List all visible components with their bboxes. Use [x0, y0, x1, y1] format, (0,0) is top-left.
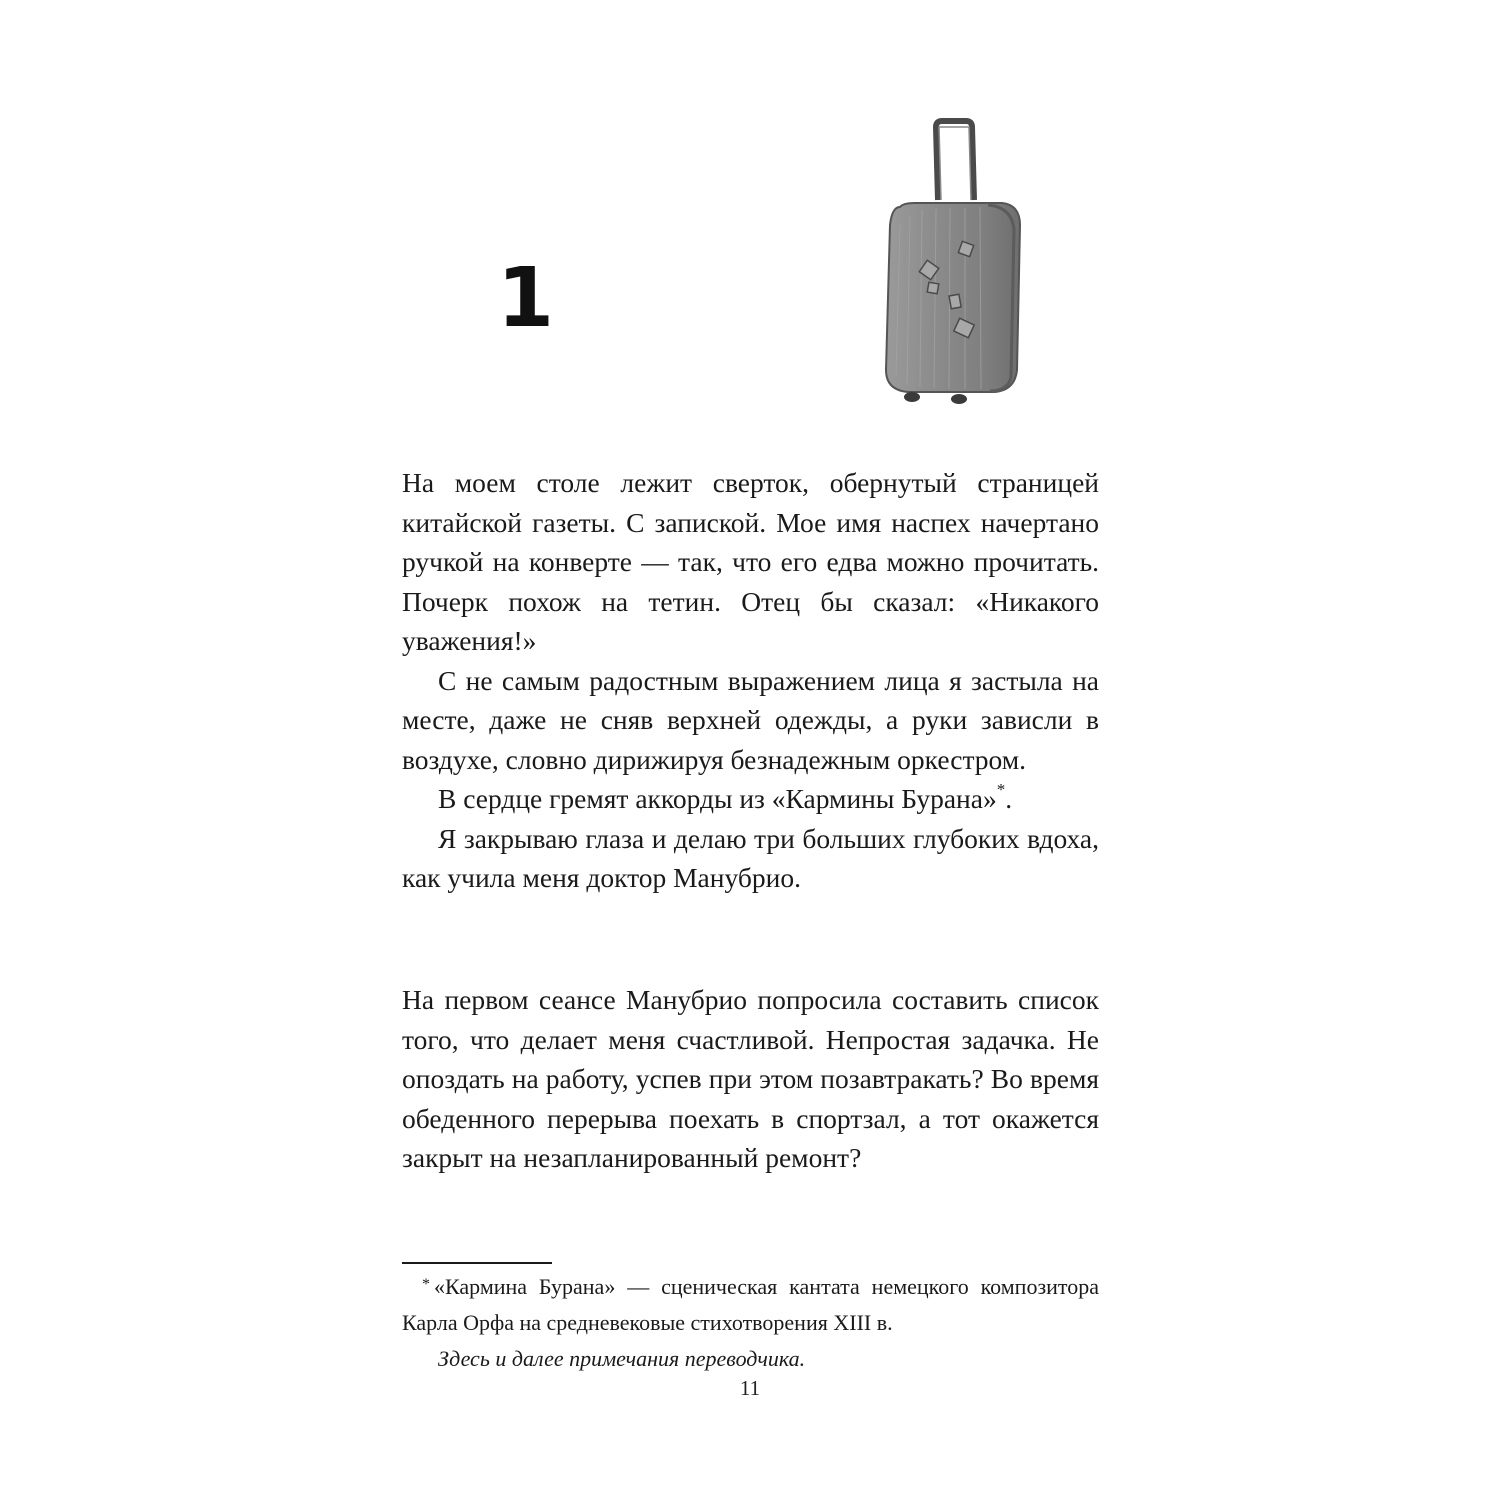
- text-section-2: [402, 980, 1099, 1178]
- paragraph-end: .: [1005, 783, 1013, 814]
- footnote-asterisk: *: [422, 1276, 430, 1293]
- translator-note: Здесь и далее примечания переводчика.: [438, 1346, 806, 1371]
- paragraph: С не самым радостным выражением лица я застыла на месте, даже не сняв верхней одежды, а руки зависли в воздухе, словно дирижируя безнадежным оркестром.: [402, 664, 1099, 775]
- suitcase-illustration: [870, 115, 1030, 410]
- suitcase-wheel-left: [904, 392, 920, 402]
- paragraph-text: В сердце гремят аккорды из «Кармины Бурана»: [438, 783, 997, 814]
- paragraph: Я закрываю глаза и делаю три больших глубоких вдоха, как учила меня доктор Манубрио.: [402, 822, 1099, 893]
- footnote-marker: *: [996, 780, 1006, 799]
- footnote-divider: [402, 1262, 552, 1264]
- text-section-1: [402, 463, 1099, 898]
- footnote-text: [402, 1267, 1099, 1341]
- footnote: [402, 1267, 1099, 1377]
- paragraph: На моем столе лежит сверток, обернутый страницей китайской газеты. С запиской. Мое имя наспех начертано ручкой на конверте — так, что его едва можно прочитать. Почерк похож на тетин. Отец бы сказал: «Никакого уважения!»: [402, 467, 1099, 656]
- footnote-body: «Кармина Бурана» — сценическая кантата немецкого композитора Карла Орфа на средневековые стихотворения XIII в.: [402, 1274, 1099, 1335]
- paragraph-with-footnote: [402, 779, 1099, 819]
- chapter-number: 1: [497, 251, 555, 346]
- suitcase-wheel-right: [951, 394, 967, 404]
- suitcase-handle: [936, 121, 974, 200]
- paragraph: На первом сеансе Манубрио попросила составить список того, что делает меня счастливой. Непростая задачка. Не опоздать на работу, успев при этом позавтракать? Во время обеденного перерыва поехать в спортзал, а тот окажется закрыт на незапланированный ремонт?: [402, 984, 1099, 1173]
- page-number: 11: [739, 1376, 761, 1400]
